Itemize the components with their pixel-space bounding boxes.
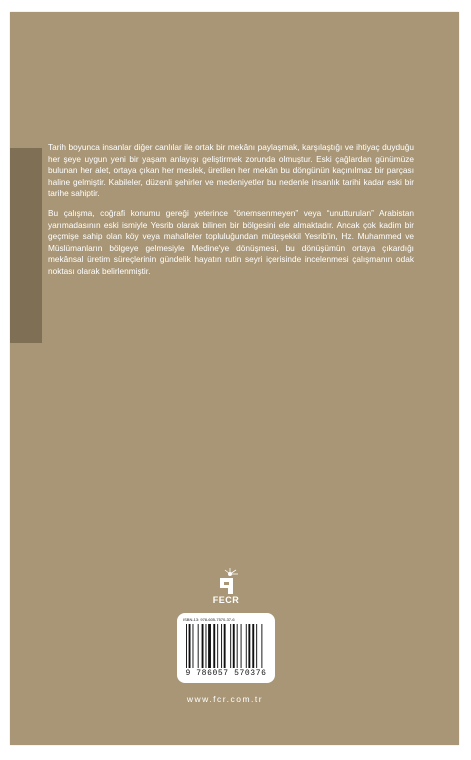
barcode xyxy=(177,613,275,683)
spine-tab xyxy=(10,148,42,343)
blurb-paragraph-1: Tarih boyunca insanlar diğer canlılar ile ortak bir mekânı paylaşmak, karşılaştığı ve ihtiyaç duyduğu her şeye uygun yeni bir yaşam anlayışı geliştirmek zorunda olmuştur. Eski çağlardan günümüze bulunan her alet, ortaya çıkan her meslek, üretilen her mekân bu döngünün kaçınılmaz bir parçası haline gelmiştir. Kabileler, düzenli şehirler ve medeniyetler bu nedenle insanlık tarihi kadar eski bir tarihe sahiptir. xyxy=(48,142,414,199)
blurb-paragraph-2: Bu çalışma, coğrafi konumu gereği yeterince “önemsenmeyen” veya “unutturulan” Arabistan yarımadasının eski ismiyle Yesrib olarak bilinen bir bölgesini ele almaktadır. Ancak çok kadim bir geçmişe sahip olan köy veya mahalleler topluluğundan müteşekkil Yesrib'in, Hz. Muhammed ve Müslümanların bölgeye gelmesiyle Medine'ye dönüşmesi, bu dönüşümün ortaya çıkardığı mekânsal üretim süreçlerinin gündelik hayatın rutin seyri içerisinde incelenmesi çalışmanın odak noktası olarak belirlenmiştir. xyxy=(48,207,414,276)
isbn-label: ISBN-13: 978-605-7570-37-6 xyxy=(183,617,235,622)
publisher-website[interactable]: www.fcr.com.tr xyxy=(186,694,264,704)
blurb xyxy=(48,142,414,286)
barcode-bars xyxy=(186,624,266,668)
publisher-name: FECR xyxy=(212,595,240,605)
isbn-digits: 9 786057 570376 xyxy=(185,669,267,678)
fecr-logo-icon xyxy=(211,568,241,594)
publisher-logo xyxy=(207,568,245,605)
